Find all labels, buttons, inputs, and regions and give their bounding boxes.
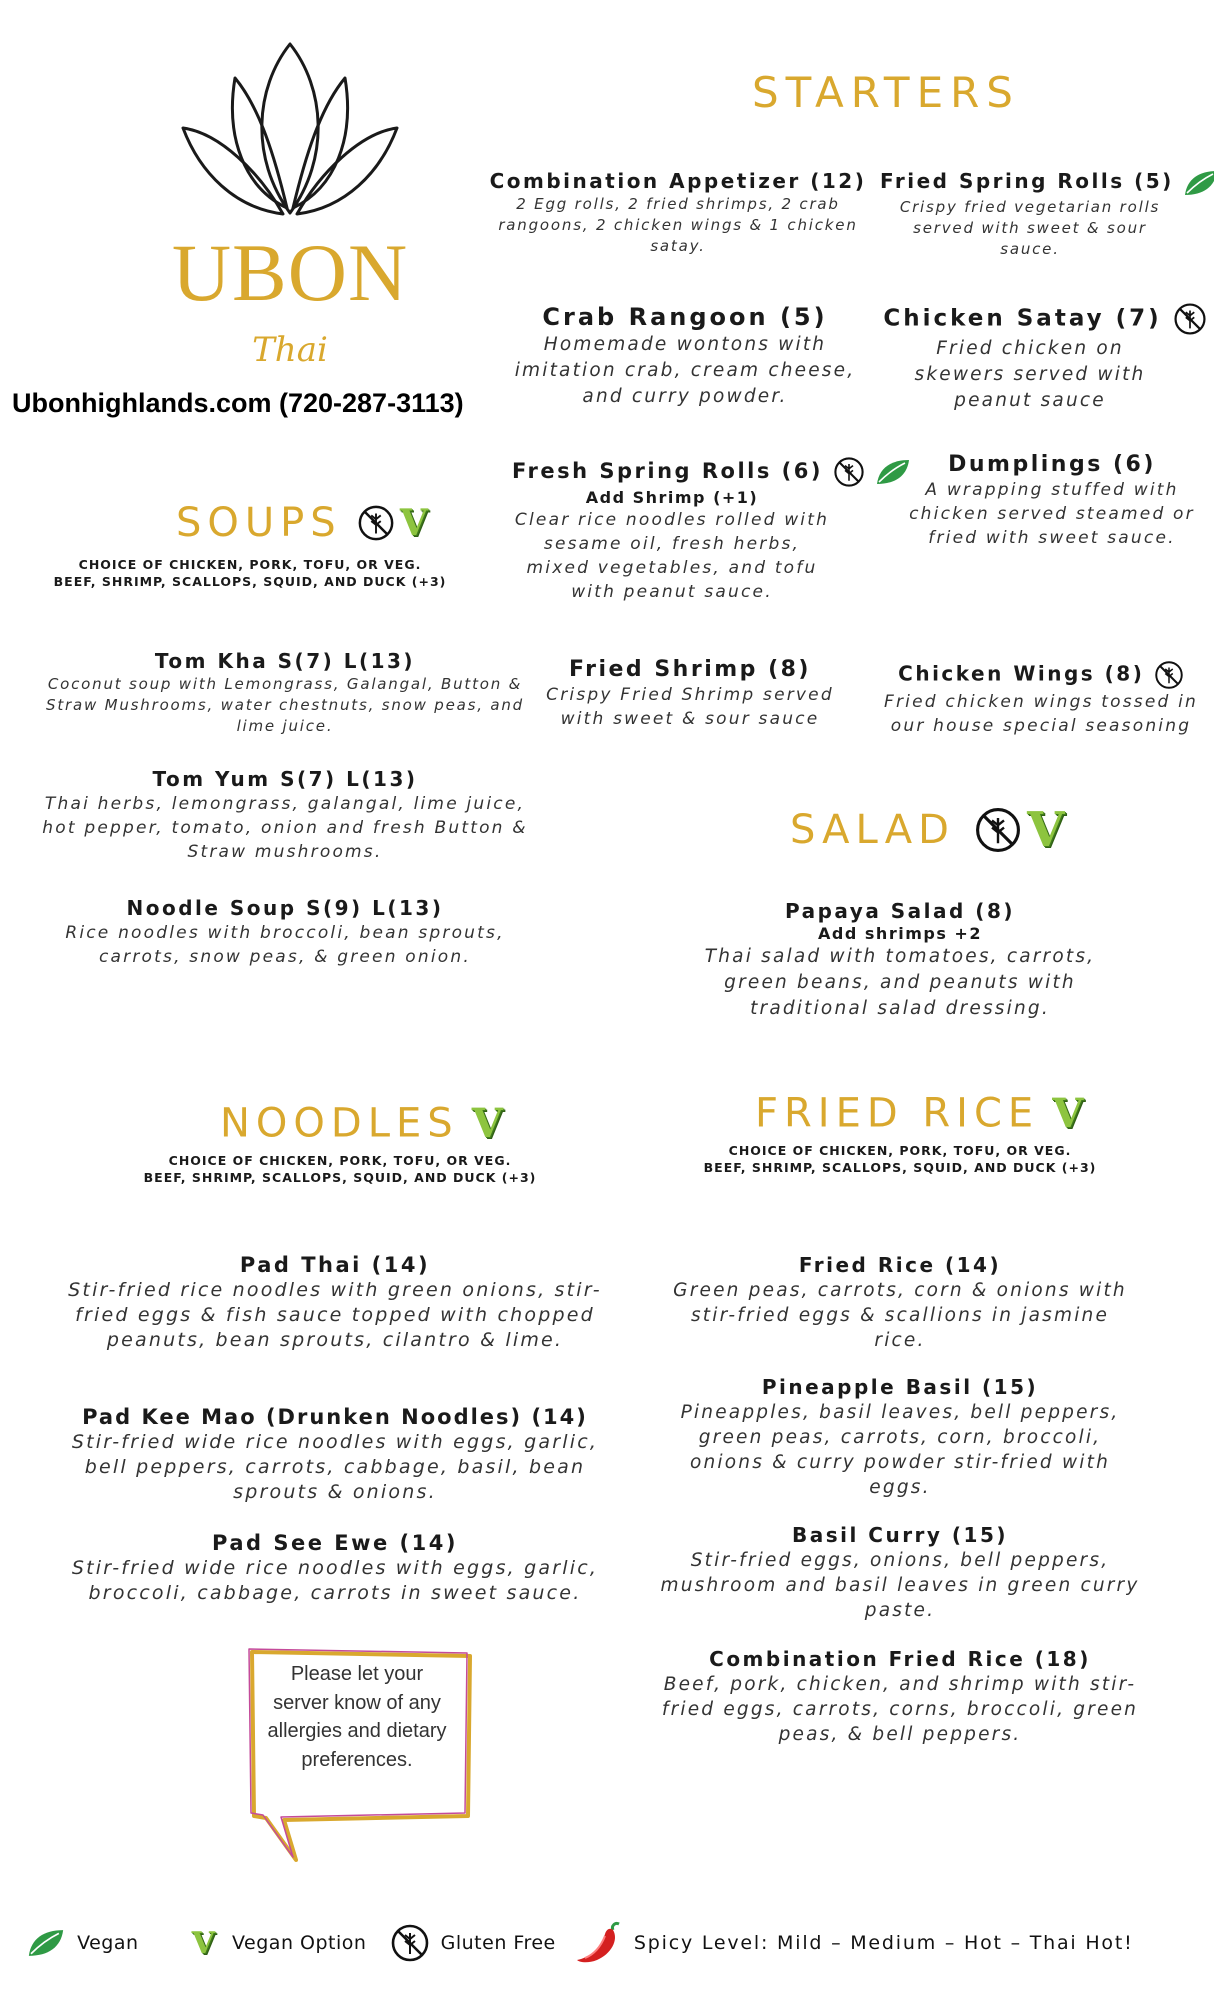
item-desc: Stir-fried rice noodles with green onions, stir-fried eggs & fish sauce topped with chopped peanuts, bean sprouts, cilantro & lime. [68,1279,602,1351]
item-name: Papaya Salad (8) [784,899,1016,923]
starter-item [890,452,1214,550]
legend-spicy: Spicy Level: Mild – Medium – Hot – Thai Hot! [633,1932,1134,1954]
item-name: Fried Shrimp (8) [569,657,811,682]
choice-line: CHOICE OF CHICKEN, PORK, TOFU, OR VEG. [168,1153,512,1168]
gluten-free-icon [974,806,1022,854]
item-addon: Add shrimps +2 [818,924,982,943]
item-name: Pineapple Basil (15) [761,1375,1039,1399]
vegan-leaf-icon [26,1928,66,1958]
item-name: Fresh Spring Rolls (6) [512,456,892,488]
item-desc: Coconut soup with Lemongrass, Galangal, Button & Straw Mushrooms, water chestnuts, snow peas, and lime juice. [46,675,524,735]
vegan-option-icon: V [471,1100,503,1147]
item-desc: Crispy fried vegetarian rolls served with sweet & sour sauce. [899,197,1161,258]
item-name: Tom Kha S(7) L(13) [154,649,416,673]
salad-title: SALAD [790,807,955,853]
fried-rice-item [660,1646,1140,1747]
brand-name: UBON [171,227,409,318]
item-name: Dumplings (6) [948,452,1156,477]
item-desc: Stir-fried wide rice noodles with eggs, garlic, bell peppers, carrots, cabbage, basil, bean sprouts & onions. [71,1431,599,1503]
item-addon: Add Shrimp (+1) [585,488,759,507]
vegan-option-icon: V [191,1925,215,1961]
noodle-item [50,1404,620,1505]
item-name: Basil Curry (15) [791,1523,1009,1547]
noodle-item [50,1252,620,1353]
legend [26,1920,1196,1972]
item-desc: Fried chicken on skewers served with peanut sauce [914,338,1146,411]
salad-header [790,802,1064,858]
item-desc: 2 Egg rolls, 2 fried shrimps, 2 crab rangoons, 2 chicken wings & 1 chicken satay. [498,195,858,255]
lotus-logo-icon [175,38,405,238]
starter-item [876,660,1206,738]
item-name: Fried Rice (14) [798,1253,1002,1277]
gluten-free-icon [833,456,865,488]
soups-header [176,500,428,546]
vegan-option-icon: V [1052,1090,1084,1137]
item-desc: Homemade wontons with imitation crab, cream cheese, and curry powder. [514,334,856,407]
legend-vegan-option: Vegan Option [232,1932,367,1954]
item-name: Chicken Satay (7) [880,302,1210,336]
fried-rice-item [660,1522,1140,1623]
vegan-option-icon: V [399,502,428,544]
item-desc: Beef, pork, chicken, and shrimp with stir-fried eggs, carrots, corns, broccoli, green peas, & bell peppers. [661,1674,1139,1745]
gluten-free-icon [1173,302,1207,336]
starter-item [488,168,868,257]
fried-rice-title: FRIED RICE [755,1090,1040,1137]
soups-choice [30,556,470,590]
gluten-free-icon [357,504,395,542]
starters-title: STARTERS [752,68,1020,117]
item-desc: Green peas, carrots, corn & onions with stir-fried eggs & scallions in jasmine rice. [673,1280,1127,1351]
choice-line: BEEF, SHRIMP, SCALLOPS, SQUID, AND DUCK (+3) [143,1170,537,1185]
item-name: Pad Kee Mao (Drunken Noodles) (14) [82,1405,588,1429]
item-name: Chicken Wings (8) [876,660,1206,690]
starter-item [880,302,1210,414]
item-desc: Stir-fried wide rice noodles with eggs, garlic, broccoli, cabbage, carrots in sweet sauce. [71,1557,599,1604]
item-name: Combination Appetizer (12) [489,169,867,193]
item-name: Pad See Ewe (14) [212,1531,458,1555]
choice-line: CHOICE OF CHICKEN, PORK, TOFU, OR VEG. [728,1143,1072,1158]
starter-item [880,168,1210,260]
item-name: Fried Spring Rolls (5) [880,168,1210,197]
fried-rice-item [660,1252,1140,1353]
item-desc: Clear rice noodles rolled with sesame oil, fresh herbs, mixed vegetables, and tofu with peanut sauce. [514,510,830,602]
brand-subtitle: Thai [252,330,328,370]
choice-line: BEEF, SHRIMP, SCALLOPS, SQUID, AND DUCK (+3) [53,574,447,589]
item-name: Tom Yum S(7) L(13) [152,767,418,791]
item-desc: Fried chicken wings tossed in our house special seasoning [883,692,1198,736]
item-desc: Stir-fried eggs, onions, bell peppers, mushroom and basil leaves in green curry paste. [660,1550,1140,1621]
fried-rice-header [755,1090,1083,1137]
vegan-leaf-icon [1183,169,1214,197]
contact-line[interactable]: Ubonhighlands.com (720-287-3113) [12,388,464,418]
item-name: Noodle Soup S(9) L(13) [126,896,444,920]
noodles-title: NOODLES [220,1100,459,1147]
choice-line: CHOICE OF CHICKEN, PORK, TOFU, OR VEG. [78,557,422,572]
noodles-choice [110,1152,570,1186]
soups-title: SOUPS [176,500,342,546]
legend-vegan: Vegan [77,1932,139,1954]
fried-rice-choice [670,1142,1130,1176]
item-name: Crab Rangoon (5) [542,303,828,331]
noodle-item [50,1530,620,1606]
starter-item [530,657,850,731]
item-name: Pad Thai (14) [239,1253,431,1277]
item-desc: Crispy Fried Shrimp served with sweet & sour sauce [546,685,834,729]
item-desc: Rice noodles with broccoli, bean sprouts, carrots, snow peas, & green onion. [65,923,505,967]
starter-item [512,456,892,604]
soup-item [20,766,550,864]
salad-item [680,898,1120,1022]
item-name: Combination Fried Rice (18) [709,1647,1091,1671]
chili-pepper-icon [575,1920,625,1966]
gluten-free-icon [390,1923,430,1963]
soup-item [20,648,550,737]
noodles-header [220,1100,503,1147]
item-desc: Pineapples, basil leaves, bell peppers, green peas, carrots, corn, broccoli, onions & curry powder stir-fried with eggs. [680,1402,1120,1498]
soup-item [20,895,550,969]
item-desc: Thai salad with tomatoes, carrots, green beans, and peanuts with traditional salad dressing. [704,946,1096,1019]
vegan-option-icon: V [1027,802,1065,858]
legend-gluten-free: Gluten Free [440,1932,556,1954]
fried-rice-item [660,1374,1140,1500]
allergy-note: Please let your server know of any allergies and dietary preferences. [267,1663,447,1771]
item-desc: Thai herbs, lemongrass, galangal, lime juice, hot pepper, tomato, onion and fresh Button & Straw mushrooms. [42,794,528,862]
gluten-free-icon [1154,660,1184,690]
starter-item [505,302,865,410]
item-desc: A wrapping stuffed with chicken served steamed or fried with sweet sauce. [909,480,1195,548]
choice-line: BEEF, SHRIMP, SCALLOPS, SQUID, AND DUCK (+3) [703,1160,1097,1175]
